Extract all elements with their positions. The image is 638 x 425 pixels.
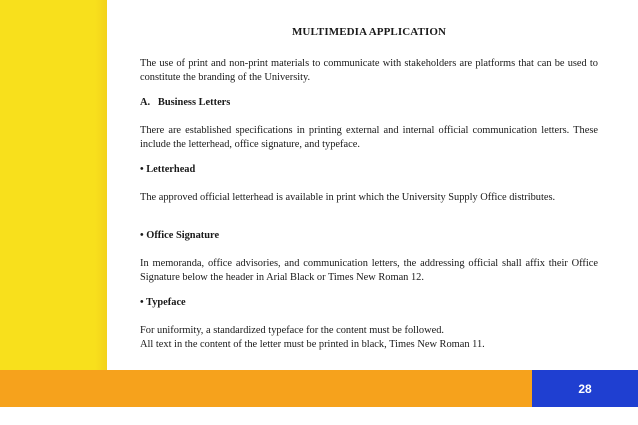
office-signature-paragraph: In memoranda, office advisories, and communication letters, the addressing official shall affix their Office Signature below the header in Arial Black or Times New Roman 12. [140,258,598,283]
typeface-line-2: All text in the content of the letter must be printed in black, Times New Roman 11. [140,339,485,350]
intro-paragraph: The use of print and non-print materials to communicate with stakeholders are platforms that can be used to constitute the branding of the University. [140,58,598,83]
business-letters-paragraph: There are established specifications in printing external and internal official communication letters. These include the letterhead, office signature, and typeface. [140,125,598,150]
divider-strip [107,0,115,370]
bottom-strip [0,407,638,425]
page-title: MULTIMEDIA APPLICATION [291,26,447,38]
page-number-box [532,370,638,407]
typeface-heading: • Typeface [140,297,186,308]
letterhead-heading: • Letterhead [140,164,196,175]
page-number: 28 [578,381,592,396]
footer-band [0,370,532,407]
left-bar-shade [95,0,107,370]
section-heading-business-letters: A. Business Letters [140,97,231,108]
typeface-line-1: For uniformity, a standardized typeface for the content must be followed. [140,325,445,336]
left-decorative-bar [0,0,107,425]
letterhead-paragraph: The approved official letterhead is available in print which the University Supply Office distributes. [140,192,556,203]
office-signature-heading: • Office Signature [140,230,220,241]
